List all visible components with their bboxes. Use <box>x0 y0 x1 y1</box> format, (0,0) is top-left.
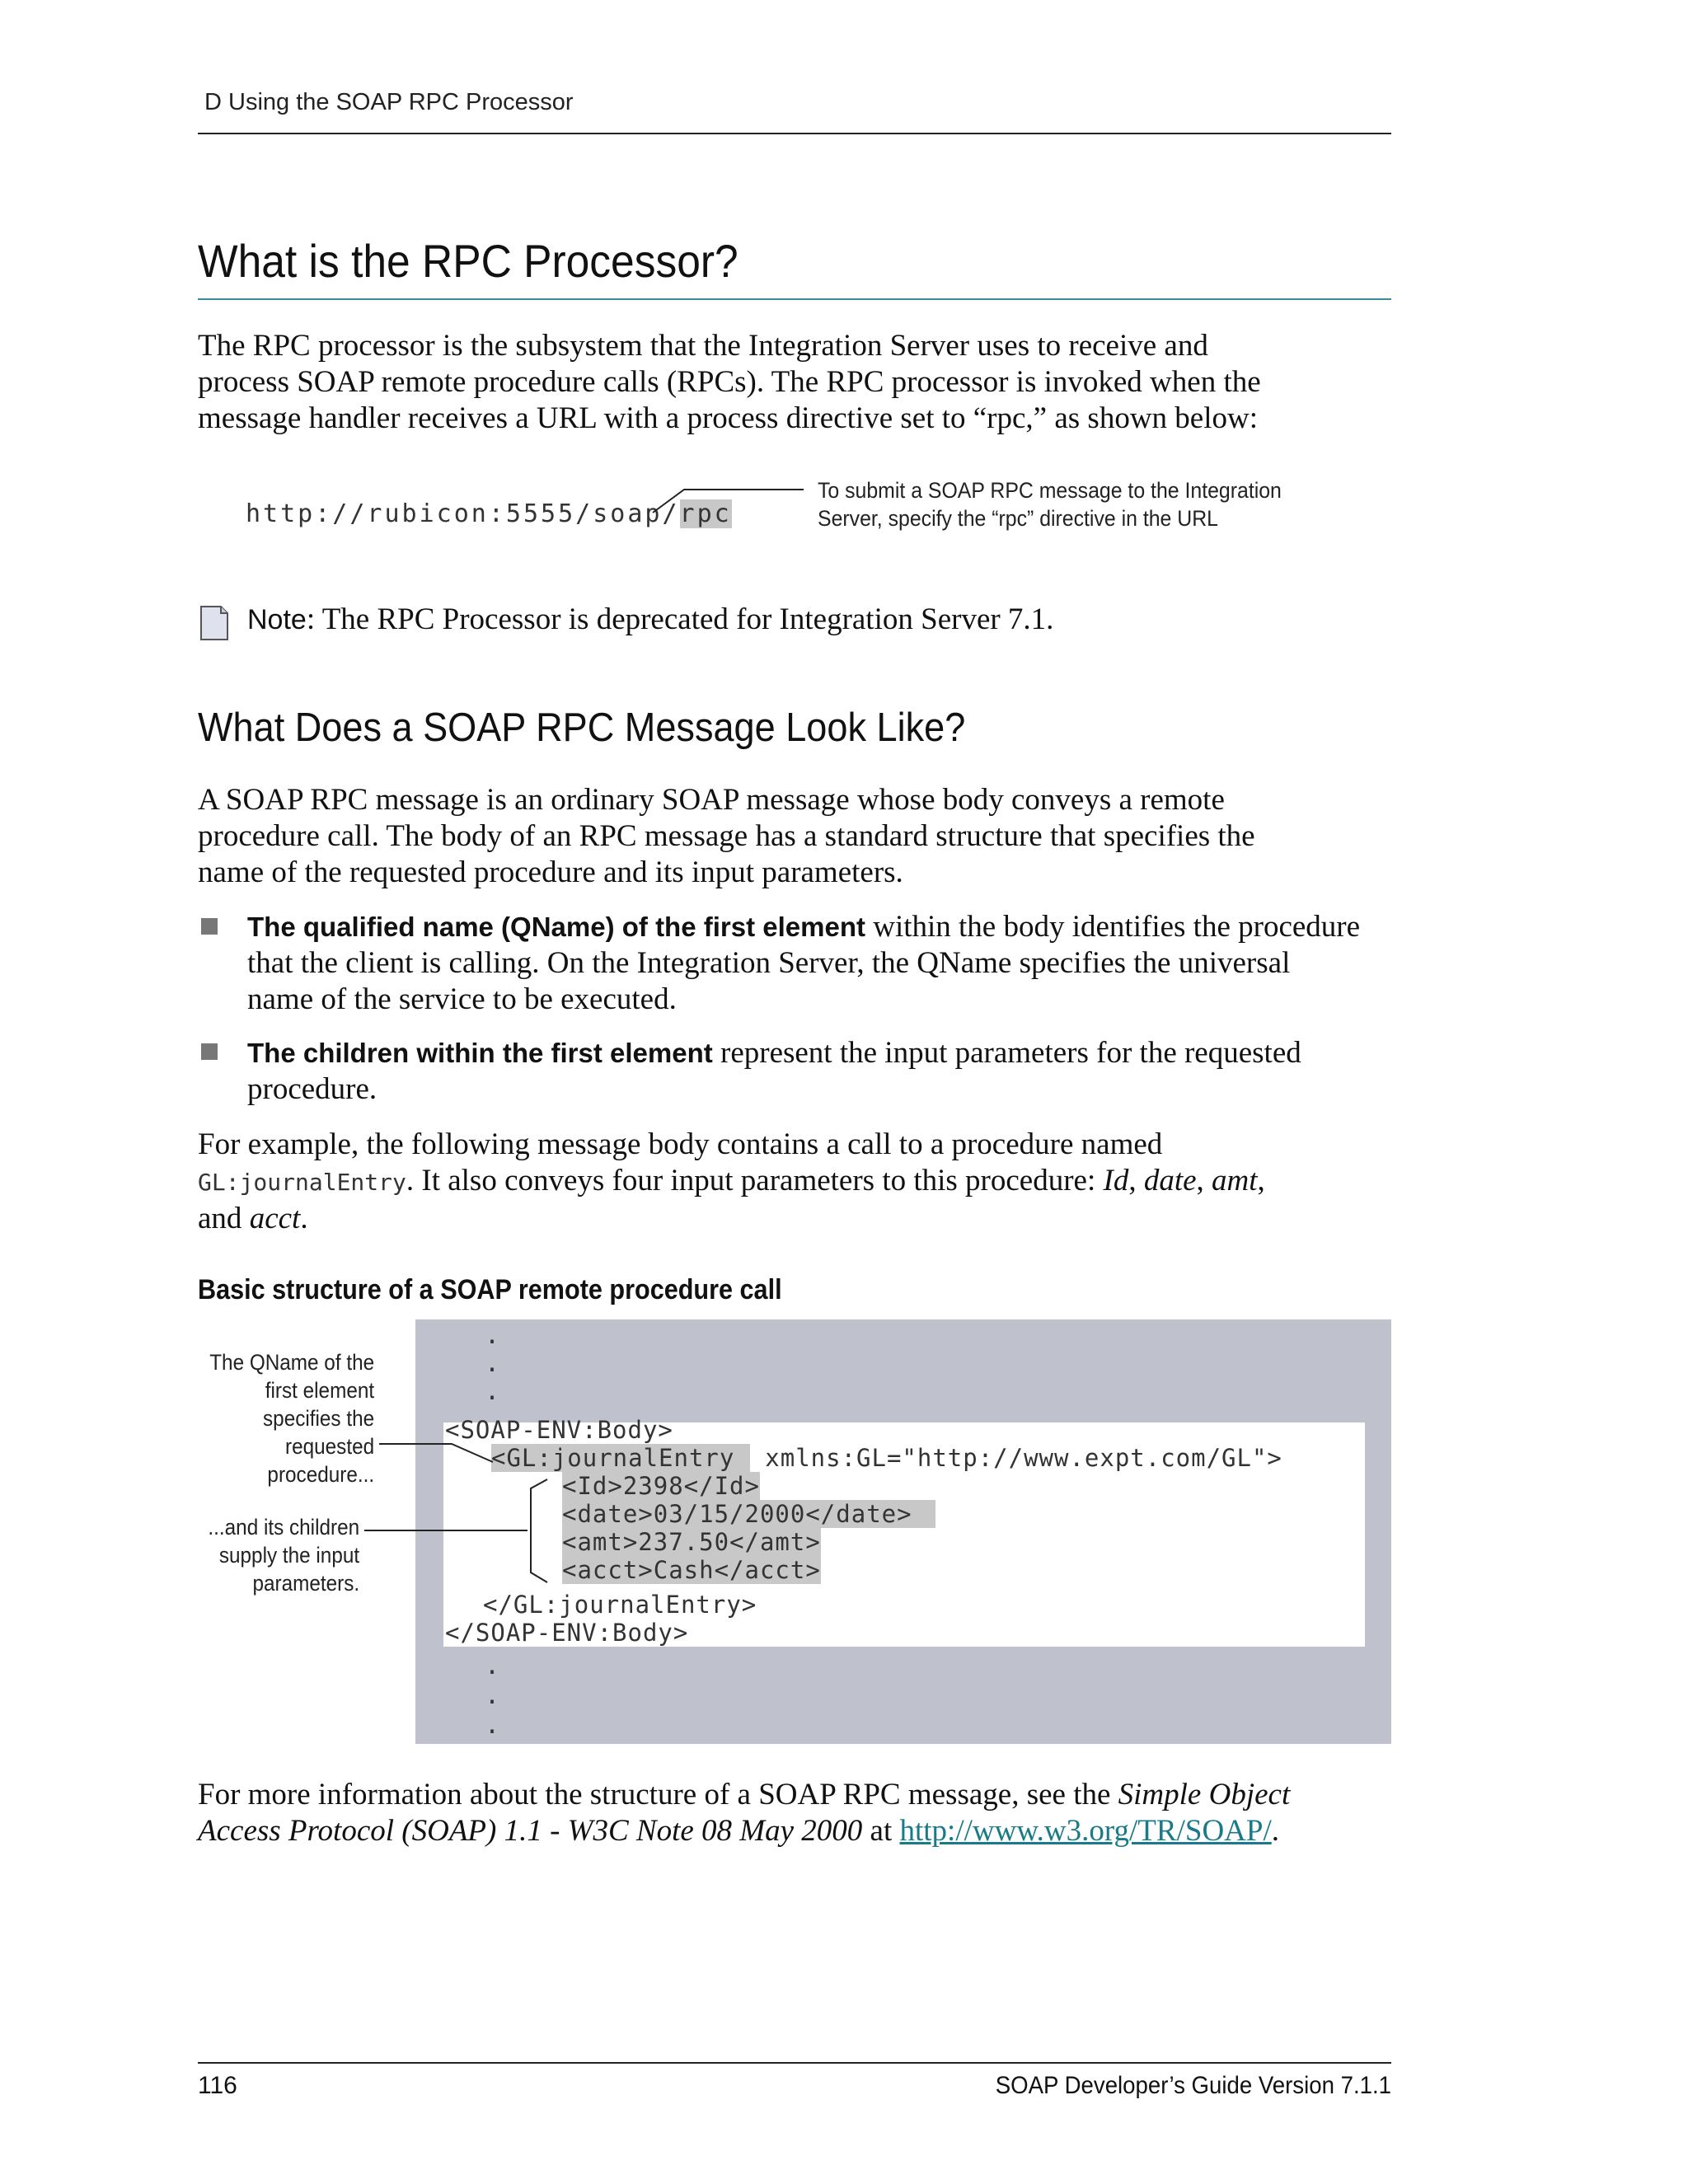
note-label: Note <box>247 604 307 635</box>
section-title-message-look: What Does a SOAP RPC Message Look Like? <box>198 705 966 750</box>
paragraph-text: and <box>198 1202 250 1235</box>
paragraph-line: procedure call. The body of an RPC message has a standard structure that specifies the <box>198 819 1255 853</box>
param-highlight: <amt>237.50</amt> <box>562 1528 821 1556</box>
code-body-open: <SOAP-ENV:Body> <box>445 1416 673 1444</box>
page-number: 116 <box>198 2072 237 2099</box>
bullet-text: that the client is calling. On the Integration Server, the QName specifies the universal <box>247 946 1291 980</box>
url-rpc-directive: rpc <box>679 499 732 528</box>
param-highlight: <date>03/15/2000</date> <box>562 1500 935 1528</box>
code-journal-entry-close: </GL:journalEntry> <box>483 1591 757 1619</box>
separator: . <box>1271 1814 1279 1848</box>
procedure-name-code: GL:journalEntry <box>198 1169 406 1196</box>
paragraph-line: process SOAP remote procedure calls (RPCs). The RPC processor is invoked when the <box>198 365 1261 399</box>
section-title-rpc-processor: What is the RPC Processor? <box>198 235 738 287</box>
annotation-line: The QName of the <box>209 1350 374 1375</box>
separator: , <box>1196 1164 1212 1197</box>
callout-line: To submit a SOAP RPC message to the Integration <box>818 478 1282 503</box>
annotation-line: first element <box>265 1378 374 1403</box>
paragraph-line: A SOAP RPC message is an ordinary SOAP message whose body conveys a remote <box>198 783 1225 817</box>
bullet-text: name of the service to be executed. <box>247 982 677 1016</box>
qname-highlight: <GL:journalEntry <box>491 1444 750 1472</box>
code-body-close: </SOAP-ENV:Body> <box>445 1619 689 1647</box>
running-header: D Using the SOAP RPC Processor <box>204 89 574 115</box>
footer-rule <box>198 2062 1391 2064</box>
annotation-line: ...and its children <box>208 1515 359 1540</box>
ellipsis-dot: . <box>485 1349 500 1378</box>
figure-caption: Basic structure of a SOAP remote procedure call <box>198 1274 782 1305</box>
note-text: : The RPC Processor is deprecated for Integration Server 7.1. <box>306 602 1054 636</box>
paragraph-text: For more information about the structure of a SOAP RPC message, see the <box>198 1778 1118 1811</box>
bullet-text: procedure. <box>247 1072 377 1106</box>
separator: , <box>1128 1164 1144 1197</box>
annotation-qname <box>209 1348 374 1488</box>
ellipsis-dot: . <box>485 1377 500 1406</box>
separator: , <box>1257 1164 1265 1197</box>
param-highlight: <acct>Cash</acct> <box>562 1556 821 1584</box>
param-amt: amt <box>1212 1164 1258 1197</box>
paragraph-line: For example, the following message body contains a call to a procedure named <box>198 1127 1163 1161</box>
spec-title: Access Protocol (SOAP) 1.1 - W3C Note 08 May 2000 <box>198 1814 863 1848</box>
paragraph-text: . It also conveys four input parameters to this procedure: <box>406 1164 1104 1197</box>
paragraph-line: message handler receives a URL with a process directive set to “rpc,” as shown below: <box>198 401 1258 435</box>
url-prefix: http://rubicon:5555/soap/ <box>246 499 680 528</box>
guide-title: SOAP Developer’s Guide Version 7.1.1 <box>995 2072 1391 2099</box>
paragraph-line: The RPC processor is the subsystem that the Integration Server uses to receive and <box>198 329 1208 363</box>
annotation-line: specifies the <box>262 1406 374 1431</box>
ellipsis-dot: . <box>485 1711 500 1740</box>
ellipsis-dot: . <box>485 1321 500 1350</box>
bullet-lead: The children within the first element <box>247 1038 713 1068</box>
bullet-lead: The qualified name (QName) of the first element <box>247 912 865 942</box>
annotation-line: requested <box>284 1434 374 1459</box>
bullet-text: represent the input parameters for the requested <box>712 1036 1301 1070</box>
param-highlight: <Id>2398</Id> <box>562 1472 760 1500</box>
annotation-line: parameters. <box>252 1571 359 1596</box>
param-acct: acct <box>249 1202 301 1235</box>
paragraph-text: at <box>862 1814 900 1848</box>
param-date: date <box>1143 1164 1197 1197</box>
annotation-children <box>208 1513 359 1597</box>
bullet-text: within the body identifies the procedure <box>865 910 1361 944</box>
annotation-line: supply the input <box>218 1543 359 1568</box>
ellipsis-dot: . <box>485 1652 500 1680</box>
spec-title: Simple Object <box>1118 1778 1291 1811</box>
annotation-line: procedure... <box>267 1462 374 1487</box>
code-namespace: xmlns:GL="http://www.expt.com/GL"> <box>749 1444 1282 1472</box>
ellipsis-dot: . <box>485 1681 500 1710</box>
paragraph-line: name of the requested procedure and its input parameters. <box>198 855 903 889</box>
param-id: Id <box>1103 1164 1129 1197</box>
separator: . <box>300 1202 308 1235</box>
soap-spec-link[interactable]: http://www.w3.org/TR/SOAP/ <box>899 1814 1272 1848</box>
callout-line: Server, specify the “rpc” directive in the URL <box>818 506 1218 531</box>
closing-paragraph <box>198 1777 1290 1849</box>
